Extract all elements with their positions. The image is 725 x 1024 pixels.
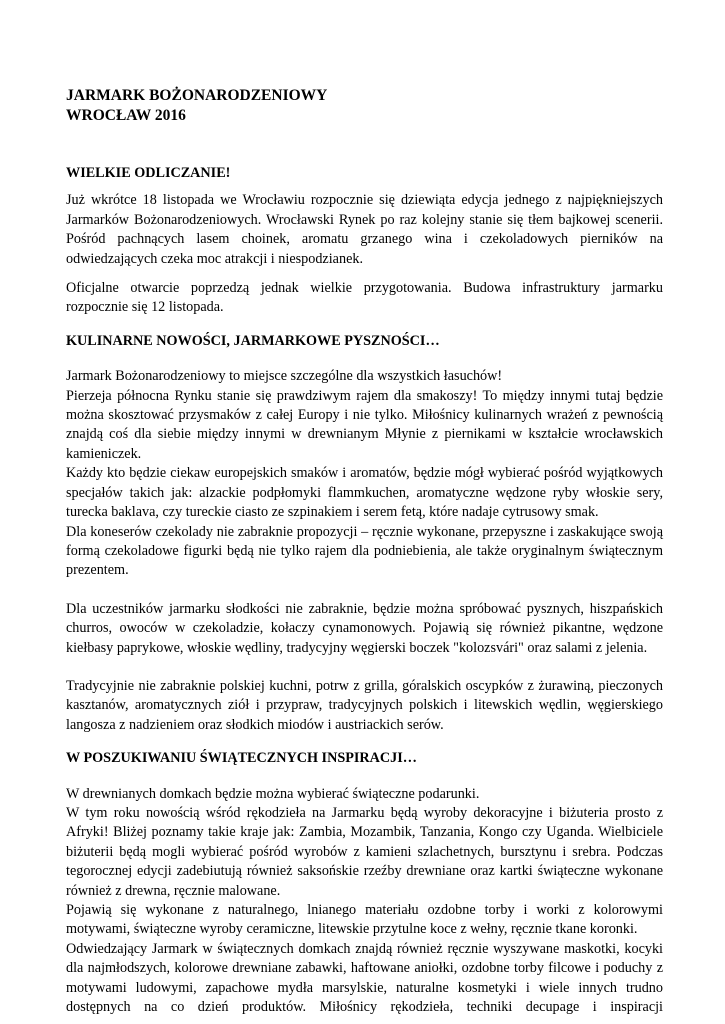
paragraph: Odwiedzający Jarmark w świątecznych domkach znajdą również ręcznie wyszywane maskotki, kocyki dla najmłodszych, kolorowe drewniane zabawki, haftowane aniołki, ozdobne torby filcowe i poduchy z motywami ludowymi, zapachowe mydła marsylskie, naturalne kosmetyki i wiele innych trudno dostępnych na co dzień produktów. Miłośnicy rękodzieła, techniki decupage i inspiracji (66, 940, 663, 1016)
paragraph: Już wkrótce 18 listopada we Wrocławiu rozpocznie się dziewiąta edycja jednego z najpiękniejszych Jarmarków Bożonarodzeniowych. Wrocławski Rynek po raz kolejny stanie się tłem bajkowej scenerii. Pośród pachnących lasem choinek, aromatu grzanego wina i czekoladowych pierników na odwiedzających czeka moc atrakcji i niespodzianek. (66, 192, 663, 267)
paragraph: Dla uczestników jarmarku słodkości nie zabraknie, będzie można spróbować pysznych, hiszpańskich churros, owoców w czekoladzie, kołaczy cynamonowych. Pojawią się również pikantne, wędzone kiełbasy paprykowe, włoskie wędliny, tradycyjny węgierski boczek "kolozsvári" oraz salami z jelenia. (66, 600, 663, 656)
paragraph: Oficjalne otwarcie poprzedzą jednak wielkie przygotowania. Budowa infrastruktury jarmarku rozpocznie się 12 listopada. (66, 280, 663, 316)
section-wielkie-odliczanie (66, 164, 663, 318)
title-line-2: WROCŁAW 2016 (66, 107, 186, 124)
paragraph: W tym roku nowością wśród rękodzieła na Jarmarku będą wyroby dekoracyjne i biżuteria prosto z Afryki! Bliżej poznamy takie kraje jak: Zambia, Mozambik, Tanzania, Kongo czy Uganda. Wielbiciele biżuterii będą mogli wybierać pośród wyrobów z kamieni szlachetnych, bursztynu i srebra. Podczas tegorocznej edycji zadebiutują również saksońskie rzeźby drewniane oraz kartki świąteczne wykonane również z drewna, ręcznie malowane. (66, 804, 663, 899)
section-kulinarne-nowosci (66, 332, 663, 735)
title-line-1: JARMARK BOŻONARODZENIOWY (66, 87, 328, 104)
paragraph: Pojawią się wykonane z naturalnego, lnianego materiału ozdobne torby i worki z kolorowymi motywami, świąteczne wyroby ceramiczne, litewskie przytulne koce z wełny, ręcznie tkane koronki. (66, 902, 663, 938)
paragraph: Każdy kto będzie ciekaw europejskich smaków i aromatów, będzie mógł wybierać pośród wyjątkowych specjałów takich jak: alzackie podpłomyki flammkuchen, aromatyczne wędzone ryby włoskie sery, turecka baklava, czy tureckie ciasto ze szpinakiem i serem fetą, które nadaje cytrusowy smak. (66, 465, 663, 521)
section-heading: WIELKIE ODLICZANIE! (66, 165, 231, 181)
paragraph: W drewnianych domkach będzie można wybierać świąteczne podarunki. (66, 785, 480, 802)
paragraph: Dla koneserów czekolady nie zabraknie propozycji – ręcznie wykonane, przepyszne i zaskakujące swoją formą czekoladowe figurki będą nie tylko rajem dla podniebienia, ale także oryginalnym świątecznym prezentem. (66, 523, 663, 579)
paragraph: Tradycyjnie nie zabraknie polskiej kuchni, potrw z grilla, góralskich oscypków z żurawiną, pieczonych kasztanów, aromatycznych ziół i przypraw, tradycyjnych polskich i litewskich wędlin, węgierskiego langosza z nadzieniem oraz słodkich miodów i austriackich serów. (66, 677, 663, 733)
section-heading: KULINARNE NOWOŚCI, JARMARKOWE PYSZNOŚCI… (66, 332, 440, 349)
paragraph: Pierzeja północna Rynku stanie się prawdziwym rajem dla smakoszy! To między innymi tutaj będzie można skosztować przysmaków z całej Europy i nie tylko. Miłośnicy kulinarnych wrażeń z pewnością znajdą coś dla siebie między innymi w drewnianym Młynie z piernikami w kształcie wrocławskich kamieniczek. (66, 387, 663, 462)
section-heading: W POSZUKIWANIU ŚWIĄTECZNYCH INSPIRACJI… (66, 750, 417, 767)
document-title (66, 86, 663, 126)
paragraph: Jarmark Bożonarodzeniowy to miejsce szczególne dla wszystkich łasuchów! (66, 368, 503, 385)
section-swiateczne-inspiracje (66, 749, 663, 1017)
